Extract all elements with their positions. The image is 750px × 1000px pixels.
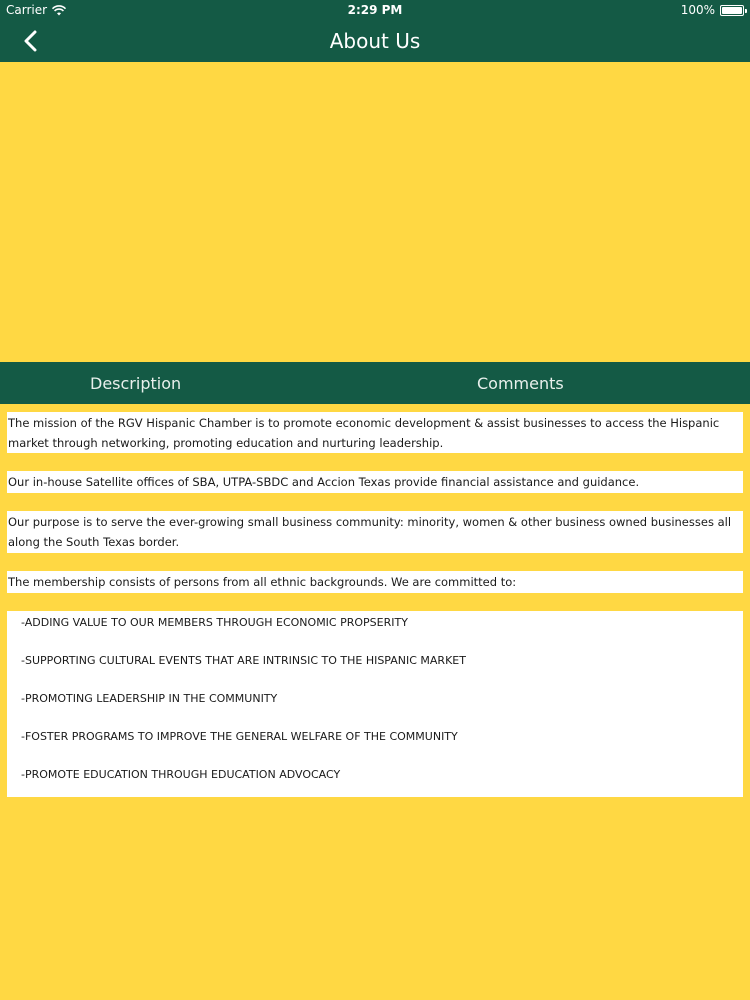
purpose-paragraph: Our purpose is to serve the ever-growing small business community: minority, women & other business owned businesses all along the South Texas border.	[7, 511, 743, 553]
satellite-offices-paragraph: Our in-house Satellite offices of SBA, UTPA-SBDC and Accion Texas provide financial assistance and guidance.	[7, 471, 743, 493]
carrier-label: Carrier	[6, 3, 48, 17]
list-item: -ADDING VALUE TO OUR MEMBERS THROUGH ECONOMIC PROPSERITY	[21, 616, 408, 629]
battery-icon	[720, 5, 744, 16]
membership-paragraph: The membership consists of persons from all ethnic backgrounds. We are committed to:	[7, 571, 743, 593]
list-item: -PROMOTING LEADERSHIP IN THE COMMUNITY	[21, 692, 278, 705]
tab-comments[interactable]: Comments	[477, 373, 564, 393]
tab-description[interactable]: Description	[90, 373, 182, 393]
list-item: -SUPPORTING CULTURAL EVENTS THAT ARE INTRINSIC TO THE HISPANIC MARKET	[21, 654, 466, 667]
tab-bar	[0, 362, 750, 404]
mission-paragraph: The mission of the RGV Hispanic Chamber is to promote economic development & assist businesses to access the Hispanic market through networking, promoting education and nurturing leadership.	[7, 412, 743, 453]
description-content	[7, 412, 743, 797]
status-bar	[0, 0, 750, 20]
status-time: 2:29 PM	[347, 3, 403, 17]
list-item: -PROMOTE EDUCATION THROUGH EDUCATION ADVOCACY	[21, 768, 341, 781]
page-title: About Us	[329, 29, 421, 53]
status-right	[681, 3, 744, 17]
list-item: -FOSTER PROGRAMS TO IMPROVE THE GENERAL WELFARE OF THE COMMUNITY	[21, 730, 458, 743]
commitments-list	[7, 611, 743, 797]
header-image-area	[0, 62, 750, 362]
navigation-bar	[0, 20, 750, 62]
battery-label: 100%	[680, 3, 715, 17]
